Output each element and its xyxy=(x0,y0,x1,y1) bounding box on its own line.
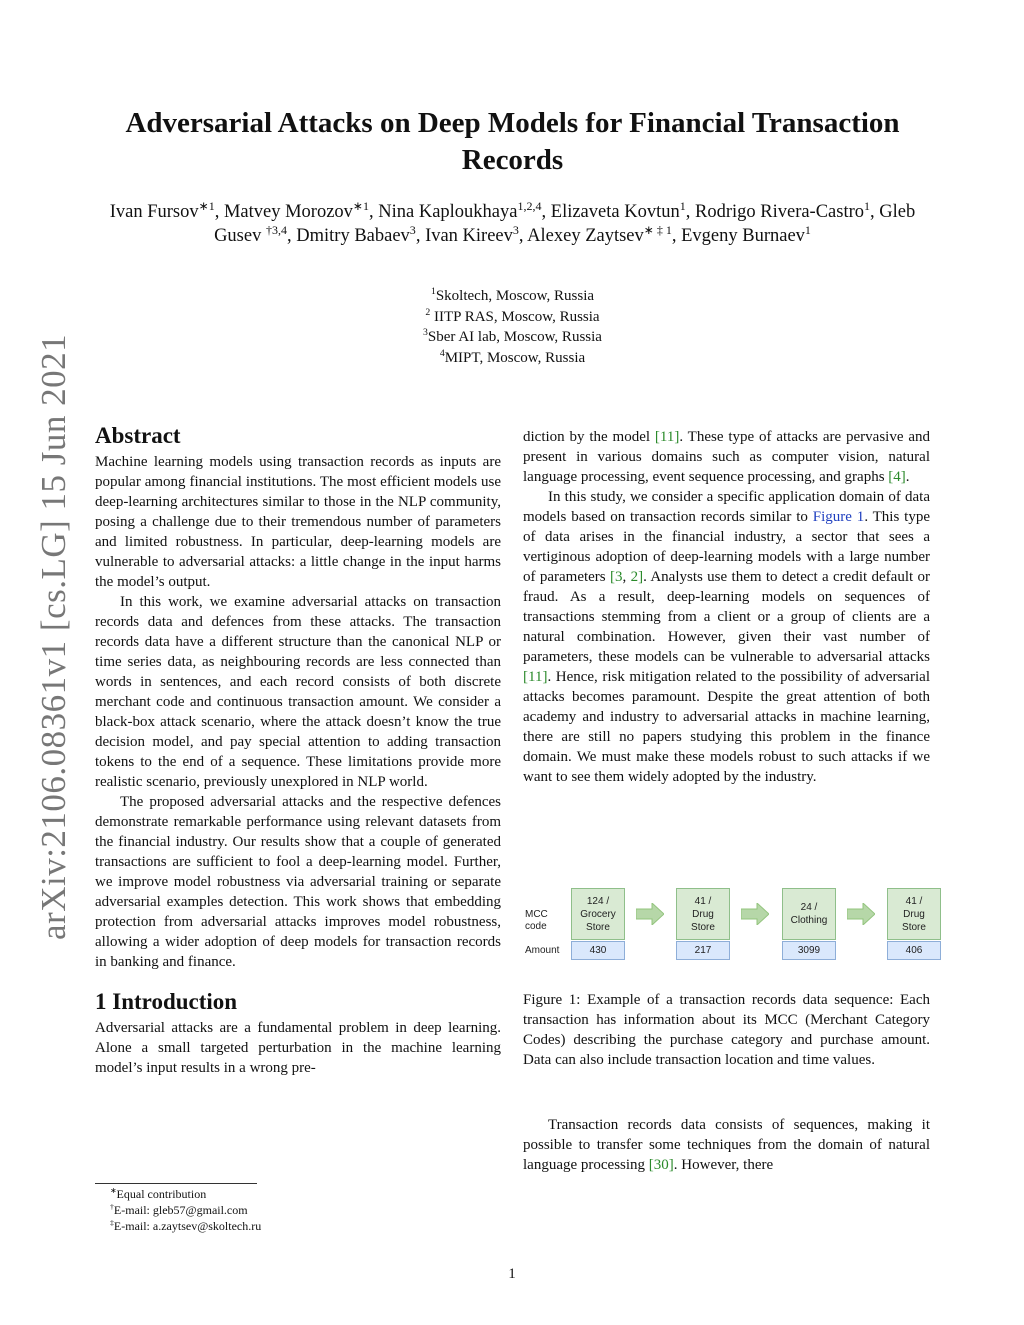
footnote xyxy=(95,1186,501,1202)
affiliation-mark: 4 xyxy=(439,347,445,359)
citation-link[interactable]: [11] xyxy=(523,669,548,685)
text-run: diction by the model xyxy=(523,429,655,445)
amount-box: 406 xyxy=(887,941,941,960)
right-arrow-icon xyxy=(636,903,664,925)
affiliation-text: Skoltech, Moscow, Russia xyxy=(435,288,595,304)
amount-box: 430 xyxy=(571,941,625,960)
affiliation-text: Sber AI lab, Moscow, Russia xyxy=(427,329,602,345)
paper-title: Adversarial Attacks on Deep Models for Financial Transaction Records xyxy=(125,107,900,176)
mcc-box: 41 / Drug Store xyxy=(887,888,941,940)
author: , Nina Kaploukhaya xyxy=(369,202,518,222)
footnote-mark: † xyxy=(110,1202,114,1211)
footnote-text: E-mail: gleb57@gmail.com xyxy=(113,1203,248,1217)
text-run: In this study, we consider a specific application domain of data models based on transaction records similar to xyxy=(523,489,930,525)
affiliation-mark: 3 xyxy=(423,327,428,338)
left-column xyxy=(95,420,501,1078)
footnote-text: E-mail: a.zaytsev@skoltech.ru xyxy=(113,1219,262,1233)
abstract-paragraph: In this work, we examine adversarial attacks on transaction records data and defences from these attacks. The transaction records data have a different structure than the canonical NLP or time series data, as neighbouring records are less connected than words in sentences, and each record consists of both discrete merchant code and continuous transaction amount. We consider a black-box attack scenario, where the attack doesn’t know the true decision model, and pay special attention to adding transaction tokens to the end of a sequence. These limitations provide more realistic scenario, previously unexplored in NLP world. xyxy=(95,594,501,790)
affiliation-text: MIPT, Moscow, Russia xyxy=(444,349,586,366)
footnotes xyxy=(95,1183,501,1234)
figure-link[interactable]: Figure 1 xyxy=(812,509,865,525)
text-run: . This type of data arises in the financial industry, a sector that sees a vertiginous adoption of deep-learning models with a large number of parameters xyxy=(523,509,930,585)
footnote xyxy=(95,1218,501,1234)
text-run: . xyxy=(905,469,910,485)
footnote-rule xyxy=(95,1183,257,1184)
author: , Dmitry Babaev xyxy=(287,226,410,246)
body-paragraph xyxy=(523,1115,930,1175)
text-run: Transaction records data consists of sequences, making it possible to transfer some techniques from the domain of natural language processing xyxy=(523,1117,930,1173)
mcc-box: 41 / Drug Store xyxy=(676,888,730,940)
author-mark: ∗ ‡ 1 xyxy=(643,222,672,237)
citation-link[interactable]: [11] xyxy=(654,429,680,445)
mcc-box: 124 / Grocery Store xyxy=(571,888,625,940)
affiliation xyxy=(95,327,930,348)
affiliation-mark: 2 xyxy=(425,306,431,318)
abstract-heading: Abstract xyxy=(95,423,181,448)
section-heading-introduction: 1 Introduction xyxy=(95,989,238,1014)
arxiv-identifier: arXiv:2106.08361v1 [cs.LG] 15 Jun 2021 xyxy=(34,333,73,940)
affiliation xyxy=(95,307,930,328)
text-run: . However, there xyxy=(673,1157,774,1173)
author-mark: 3 xyxy=(409,222,416,237)
affiliation xyxy=(95,348,930,369)
author-mark: 1,2,4 xyxy=(517,198,542,213)
body-paragraph xyxy=(523,487,930,787)
author-list xyxy=(95,200,930,248)
citation-link[interactable]: [30] xyxy=(648,1157,674,1173)
text-run: . These type of attacks are pervasive and present in various domains such as computer vision, natural language processing, event sequence processing, and graphs xyxy=(523,429,930,485)
author: , Elizaveta Kovtun xyxy=(541,202,680,222)
abstract-paragraph: Machine learning models using transaction records as inputs are popular among financial institutions. The most efficient models use deep-learning architectures similar to those in the NLP community, posing a challenge due to their tremendous number of parameters and limited robustness. In particular, deep-learning models are vulnerable to adversarial attacks: a little change in the input harms the model’s output. xyxy=(95,454,501,590)
right-arrow-icon xyxy=(741,903,769,925)
citation-link[interactable]: [4] xyxy=(888,469,906,485)
author-mark: 3 xyxy=(512,222,519,237)
author: , Matvey Morozov xyxy=(214,202,353,222)
amount-box: 217 xyxy=(676,941,730,960)
author: Ivan Fursov xyxy=(109,202,199,222)
author: , Gleb Gusev xyxy=(214,202,916,246)
mcc-box: 24 / Clothing xyxy=(782,888,836,940)
author: , Ivan Kireev xyxy=(415,226,513,246)
mcc-row-label: MCC code xyxy=(525,909,548,932)
author: , Alexey Zaytsev xyxy=(518,226,644,246)
author: , Rodrigo Rivera-Castro xyxy=(685,202,865,222)
right-arrow-icon xyxy=(847,903,875,925)
author-mark: 1 xyxy=(864,198,871,213)
body-paragraph xyxy=(523,427,930,487)
footnote-mark: ∗ xyxy=(110,1186,117,1195)
affiliation-list xyxy=(95,286,930,368)
affiliation-text: IITP RAS, Moscow, Russia xyxy=(430,308,600,325)
amount-row-label: Amount xyxy=(525,945,560,956)
citation-link[interactable]: 2] xyxy=(630,569,644,585)
figure-1-diagram xyxy=(523,885,943,965)
text-run: . Analysts use them to detect a credit default or fraud. As a result, deep-learning models on sequences of transactions stemming from a client or a group of clients are a natural combination. However, given their vast number of parameters, these models can be vulnerable to adversarial attacks xyxy=(523,569,930,665)
right-column xyxy=(523,427,930,787)
amount-box: 3099 xyxy=(782,941,836,960)
citation-link[interactable]: [3 xyxy=(609,569,623,585)
footnote-mark: ‡ xyxy=(110,1218,114,1227)
footnote-text: Equal contribution xyxy=(116,1187,207,1201)
affiliation-mark: 1 xyxy=(430,286,436,297)
page-number: 1 xyxy=(508,1266,516,1282)
abstract-paragraph: The proposed adversarial attacks and the respective defences demonstrate remarkable performance using relevant datasets from the financial industry. Our results show that a couple of generated transactions are sufficient to fool a deep-learning model. Further, we improve model robustness via adversarial training or separate adversarial examples detection. This work shows that embedding protection from adversarial attacks improves model robustness, allowing a wider adoption of deep models for transaction records in banking and finance. xyxy=(95,794,501,970)
author-mark: †3,4 xyxy=(265,222,287,237)
footnote xyxy=(95,1202,501,1218)
author-mark: ∗1 xyxy=(198,198,215,213)
author-mark: 1 xyxy=(804,222,811,237)
text-run: . Hence, risk mitigation related to the possibility of adversarial attacks becomes paramount. Despite the great attention of both academy and industry to adversarial attacks in machine learning, there are still no papers studying this problem in the finance domain. We must make these models robust to such attacks if we want to see them widely adopted by the industry. xyxy=(523,669,930,785)
author-mark: 1 xyxy=(679,198,686,213)
affiliation xyxy=(95,286,930,307)
figure-1-caption: Figure 1: Example of a transaction records data sequence: Each transaction has information about its MCC (Merchant Category Codes) describing the purchase category and purchase amount. Data can also include transaction location and time values. xyxy=(523,992,930,1068)
author-mark: ∗1 xyxy=(352,198,369,213)
intro-paragraph: Adversarial attacks are a fundamental problem in deep learning. Alone a small targeted perturbation in the machine learning model’s input results in a wrong pre- xyxy=(95,1020,501,1076)
text-run: , xyxy=(622,569,631,585)
author: , Evgeny Burnaev xyxy=(671,226,805,246)
